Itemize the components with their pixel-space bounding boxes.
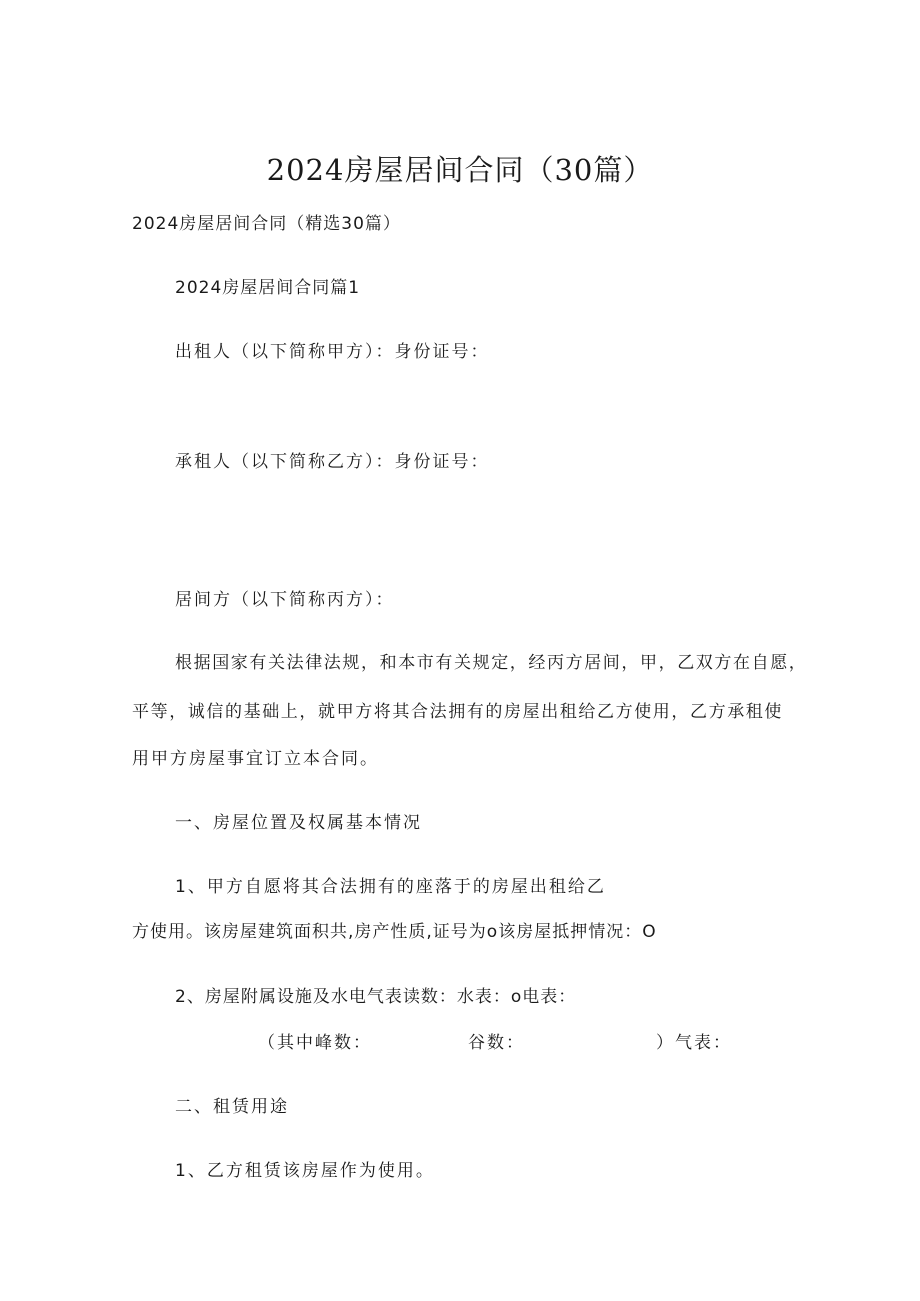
preamble-line-1: 根据国家有关法律法规，和本市有关规定，经丙方居间，甲，乙双方在自愿， <box>175 653 808 673</box>
section-heading: 2024房屋居间合同篇1 <box>175 278 361 298</box>
article1-item2: 2、房屋附属设施及水电气表读数：水表：o电表： <box>175 987 577 1007</box>
meter-gas-label: ）气表： <box>656 1033 732 1053</box>
intermediary-line: 居间方（以下简称丙方）： <box>175 590 395 610</box>
document-title: 2024房屋居间合同（30篇） <box>266 153 654 187</box>
article1-item1-line-1: 1、甲方自愿将其合法拥有的座落于的房屋出租给乙 <box>175 877 606 897</box>
meter-valley-label: 谷数： <box>468 1033 525 1053</box>
preamble-line-2: 平等，诚信的基础上，就甲方将其合法拥有的房屋出租给乙方使用，乙方承租使 <box>132 702 783 722</box>
article1-item1-line-2: 方使用。该房屋建筑面积共,房产性质,证号为o该房屋抵押情况：O <box>132 922 657 942</box>
preamble-line-3: 用甲方房屋事宜订立本合同。 <box>132 749 379 769</box>
meter-peak-label: （其中峰数： <box>258 1033 372 1053</box>
article1-heading: 一、房屋位置及权属基本情况 <box>175 813 422 833</box>
lessor-line: 出租人（以下简称甲方）：身份证号： <box>175 342 490 362</box>
article2-item1: 1、乙方租赁该房屋作为使用。 <box>175 1161 435 1181</box>
document-subtitle: 2024房屋居间合同（精选30篇） <box>132 214 401 234</box>
lessee-line: 承租人（以下简称乙方）：身份证号： <box>175 452 490 472</box>
article2-heading: 二、租赁用途 <box>175 1097 289 1117</box>
